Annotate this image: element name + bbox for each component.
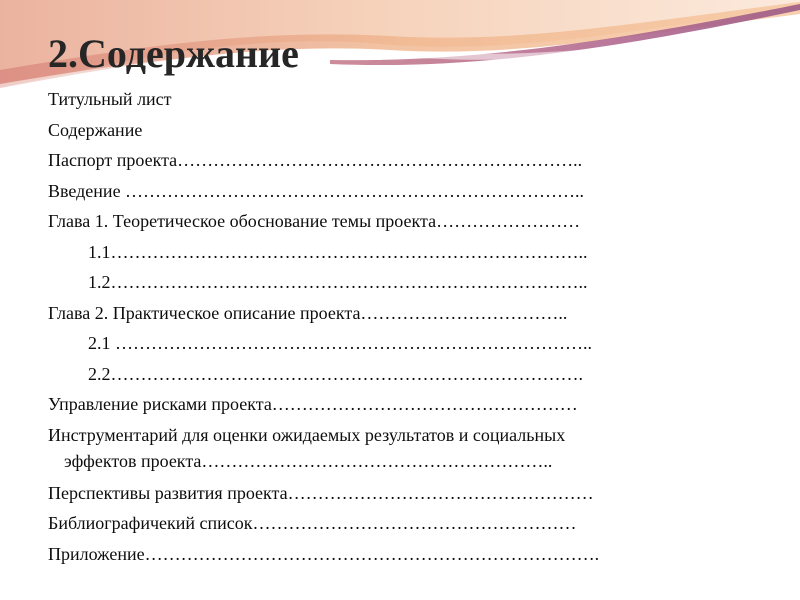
toc-item-section-1-1: 1.1…………………………………………………………………….. (88, 241, 588, 262)
toc-item-contents: Содержание (48, 119, 143, 140)
toc-item-chapter-2: Глава 2. Практическое описание проекта…………………………….. (48, 302, 568, 323)
toc-item-title-page: Титульный лист (48, 89, 172, 109)
toc-item-bibliography: Библиографичекий список……………………………………………… (48, 513, 577, 533)
toc-item-project-passport: Паспорт проекта………………………………………………………….. (48, 150, 583, 170)
toc-item-tools-line-1: Инструментарий для оценки ожидаемых результатов и социальных (48, 424, 566, 445)
toc-item-tools (48, 420, 788, 478)
toc-item-section-2-2: 2.2……………………………………………………………………. (88, 363, 583, 384)
toc-item-risk-management: Управление рисками проекта…………………………………………… (48, 394, 578, 414)
toc-item-appendix: Приложение…………………………………………………………………. (48, 543, 600, 564)
toc-item-chapter-1: Глава 1. Теоретическое обоснование темы проекта…………………… (48, 211, 581, 231)
toc-item-tools-line-2: эффектов проекта………………………………………………….. (64, 450, 553, 471)
toc-item-section-2-1: 2.1 …………………………………………………………………….. (88, 333, 592, 353)
toc-item-section-1-2: 1.2…………………………………………………………………….. (88, 272, 588, 292)
table-of-contents (48, 84, 788, 569)
toc-item-prospects: Перспективы развития проекта…………………………………………… (48, 482, 594, 503)
slide-title: 2.Содержание (48, 31, 299, 76)
toc-item-introduction: Введение ………………………………………………………………….. (48, 180, 585, 201)
